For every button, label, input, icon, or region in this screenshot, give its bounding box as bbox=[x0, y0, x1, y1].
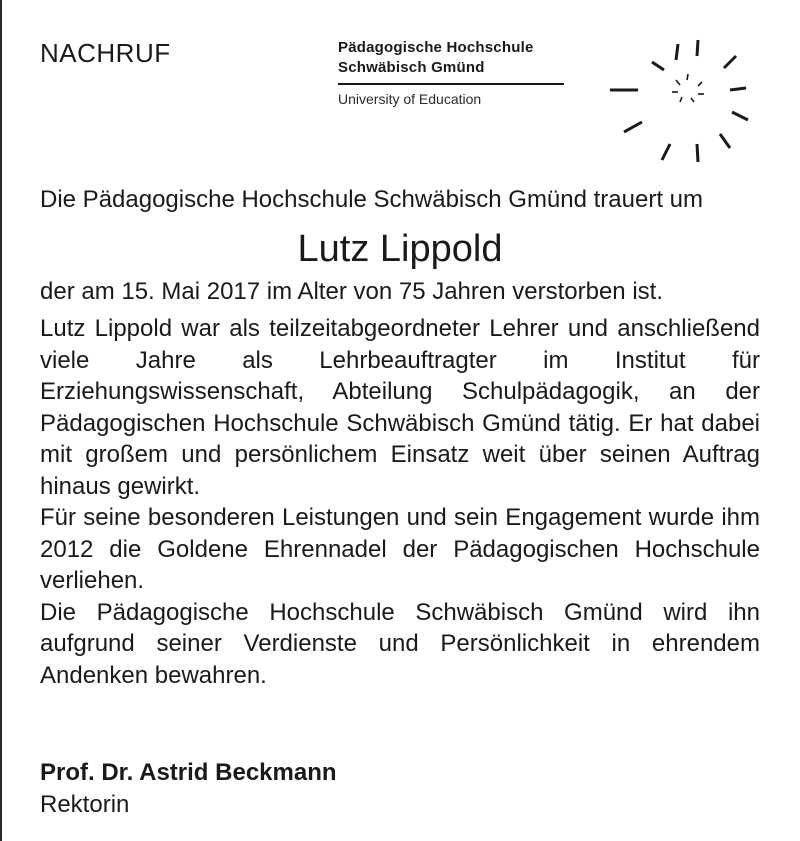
logo-subline: University of Education bbox=[338, 91, 482, 107]
signature-block bbox=[40, 757, 337, 821]
university-logo-text bbox=[338, 38, 564, 107]
notice-heading: NACHRUF bbox=[40, 38, 171, 68]
logo-name-line-1: Pädagogische Hochschule bbox=[338, 39, 534, 56]
deceased-name: Lutz Lippold bbox=[297, 227, 503, 270]
left-border-line bbox=[0, 0, 2, 841]
intro-text: Die Pädagogische Hochschule Schwäbisch Gmünd trauert um bbox=[40, 186, 704, 213]
signatory-name: Prof. Dr. Astrid Beckmann bbox=[40, 759, 337, 786]
paragraph-honor: Für seine besonderen Leistungen und sein Engagement wurde ihm 2012 die Goldene Ehrennadel der Pädagogischen Hochschule verliehen. bbox=[40, 504, 760, 594]
paragraph-remembrance: Die Pädagogische Hochschule Schwäbisch Gmünd wird ihn aufgrund seiner Verdienste und Persönlichkeit in ehrendem Andenken bewahren. bbox=[40, 598, 760, 689]
paragraph-career: Lutz Lippold war als teilzeitabgeordneter Lehrer und anschließend viele Jahre als Lehrbeauftragter im Institut für Erziehungswissenschaft, Abteilung Schulpädagogik, an der Pädagogischen Hochschule Schwäbisch Gmünd tätig. Er hat dabei mit großem und persönlichem Einsatz weit über seinen Auftrag hinaus gewirkt. bbox=[40, 315, 760, 500]
radiating-dashes-logo-icon bbox=[606, 34, 766, 164]
notice-body bbox=[40, 184, 760, 691]
logo-name-line-2: Schwäbisch Gmünd bbox=[338, 59, 485, 76]
death-line: der am 15. Mai 2017 im Alter von 75 Jahren verstorben ist. bbox=[40, 277, 663, 305]
signatory-role: Rektorin bbox=[40, 791, 130, 818]
logo-divider bbox=[338, 83, 564, 85]
